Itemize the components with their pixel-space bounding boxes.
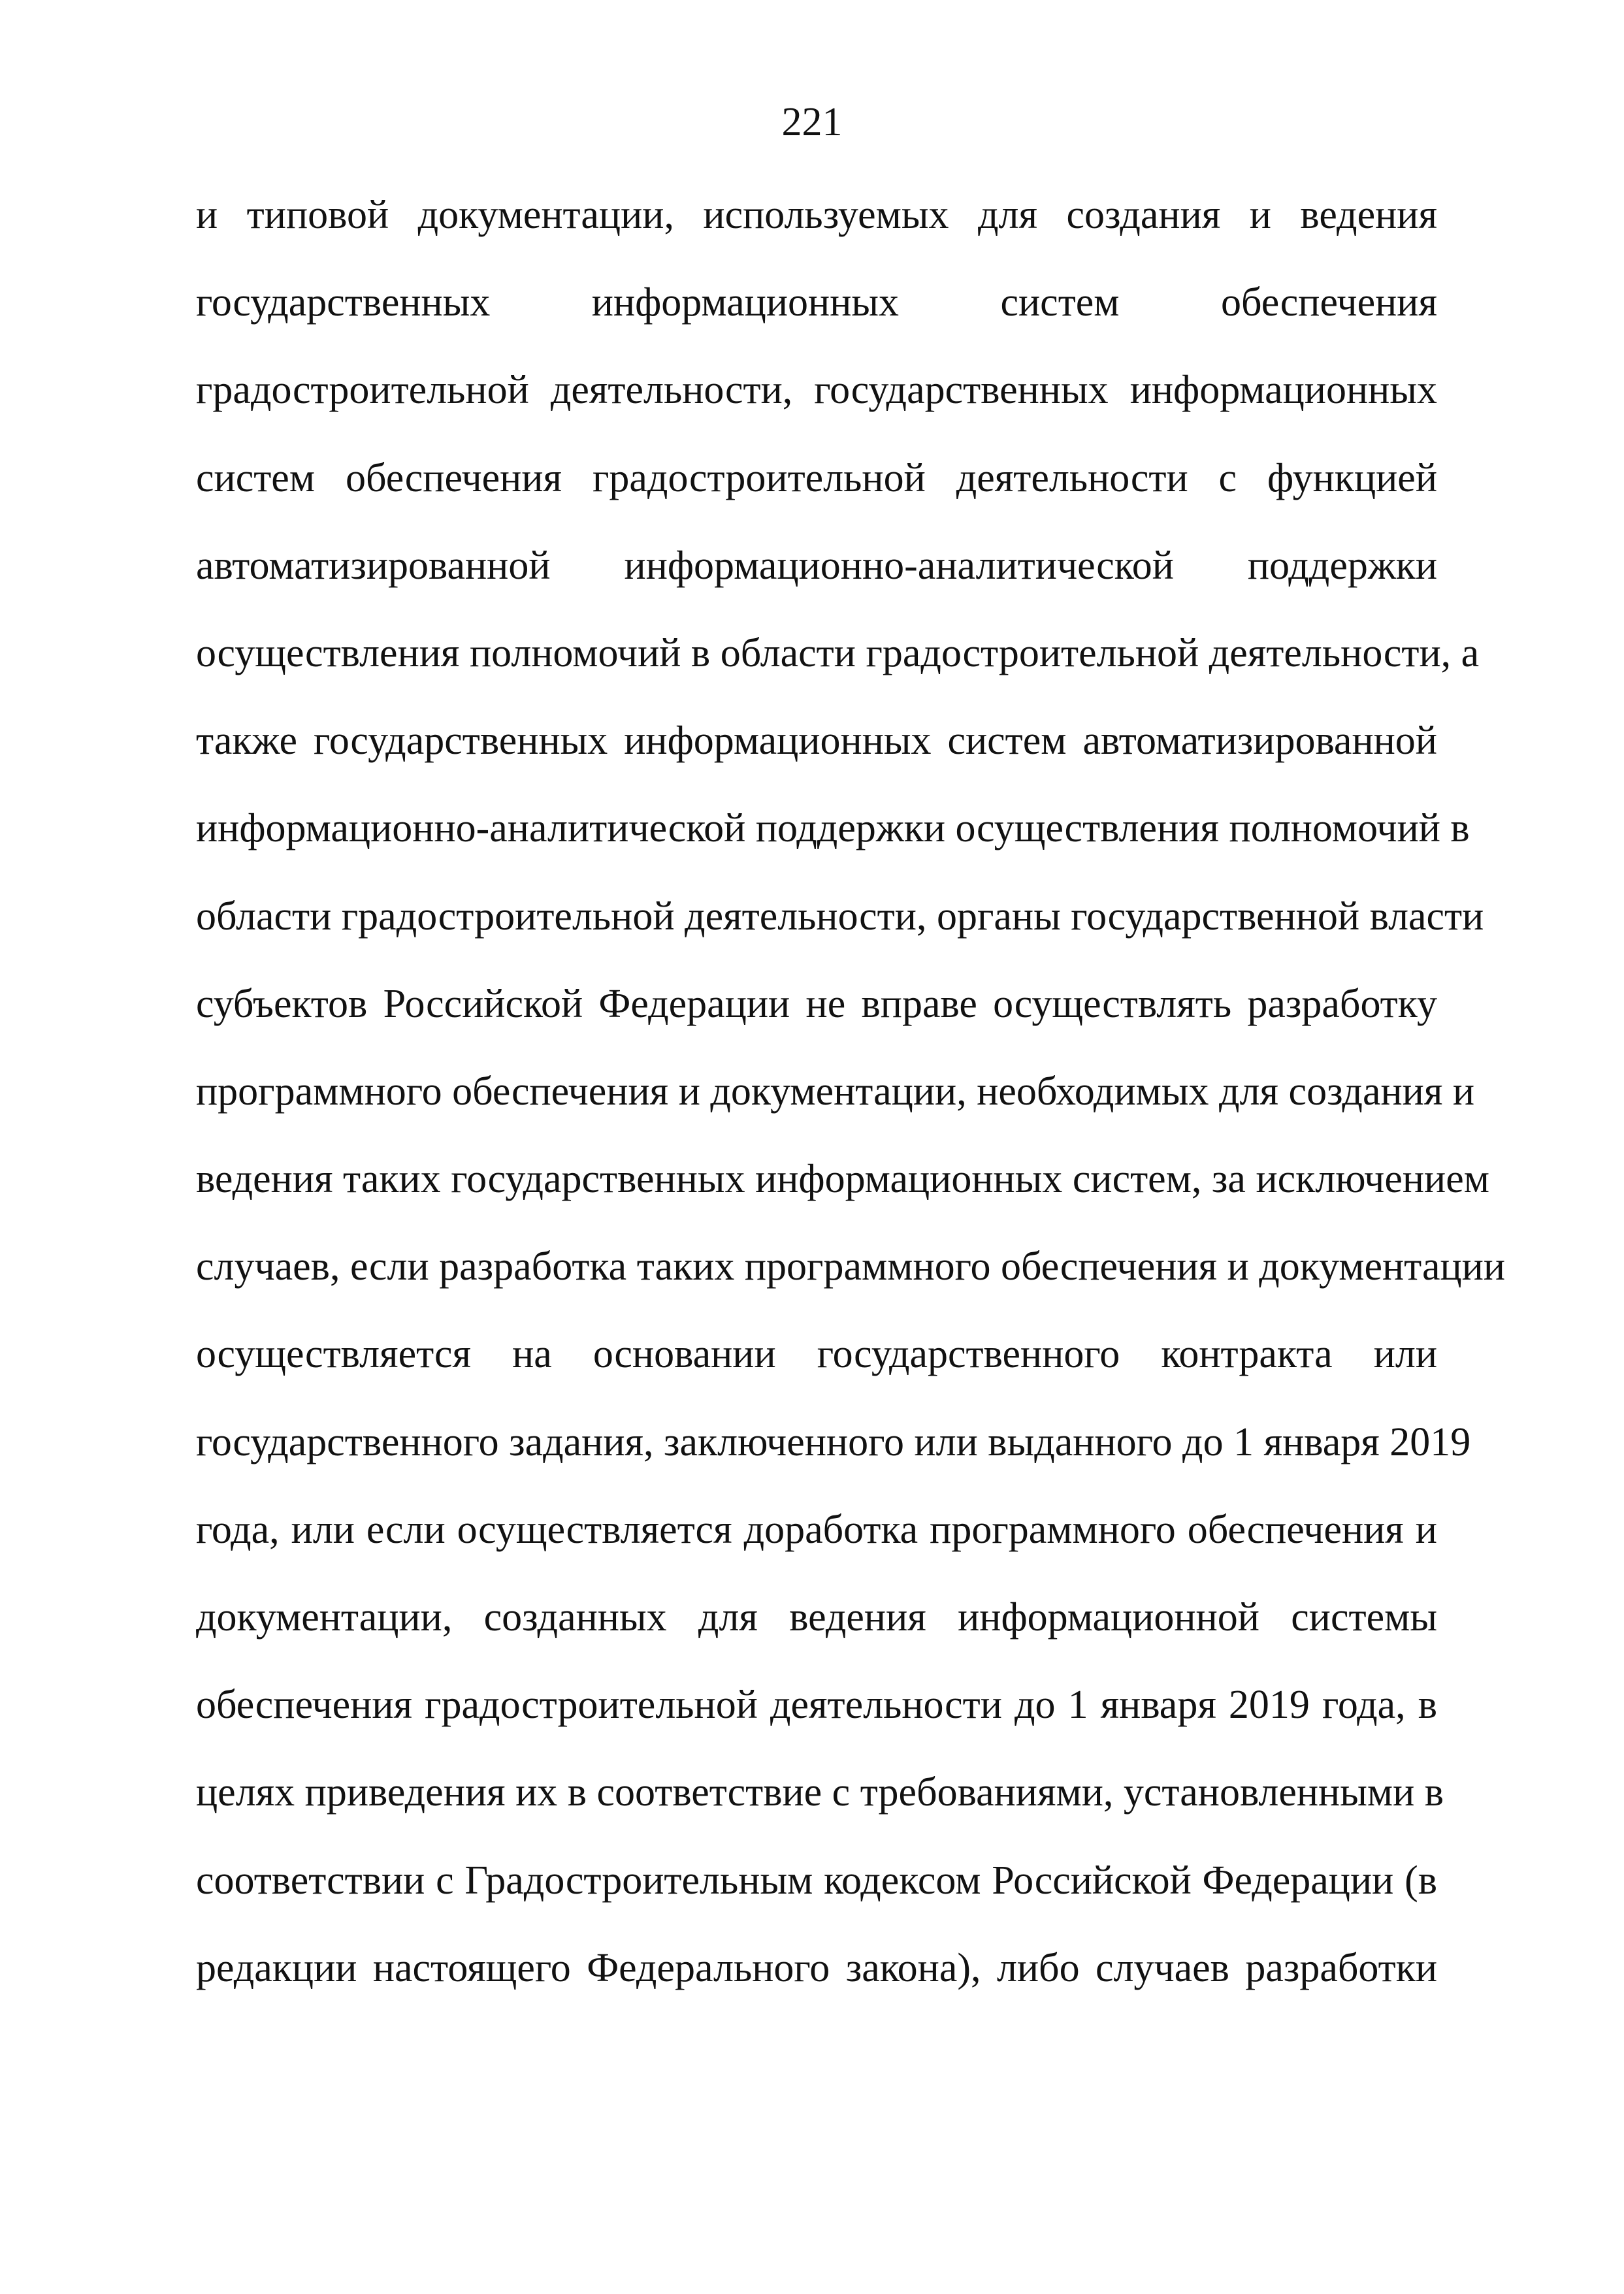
text-line: ведения таких государственных информационных систем, за исключением: [196, 1157, 1489, 1202]
text-line: осуществляется на основании государственного контракта или: [196, 1332, 1437, 1377]
text-line: случаев, если разработка таких программного обеспечения и документации: [196, 1244, 1506, 1289]
text-line: и типовой документации, используемых для создания и ведения: [196, 193, 1437, 237]
text-line: осуществления полномочий в области градостроительной деятельности, а: [196, 630, 1480, 675]
text-line: государственного задания, заключенного или выданного до 1 января 2019: [196, 1419, 1471, 1464]
text-line: градостроительной деятельности, государственных информационных: [196, 368, 1437, 413]
text-line: субъектов Российской Федерации не вправе осуществлять разработку: [196, 981, 1437, 1026]
text-line: редакции настоящего Федерального закона), либо случаев разработки: [196, 1945, 1437, 1990]
text-line: области градостроительной деятельности, органы государственной власти: [196, 894, 1484, 939]
text-line: программного обеспечения и документации, необходимых для создания и: [196, 1069, 1475, 1114]
page-number: 221: [781, 100, 843, 144]
text-line: соответствии с Градостроительным кодексом Российской Федерации (в: [196, 1858, 1437, 1903]
text-line: автоматизированной информационно-аналитической поддержки: [196, 543, 1437, 588]
text-line: также государственных информационных систем автоматизированной: [196, 719, 1437, 764]
text-line: информационно-аналитической поддержки осуществления полномочий в: [196, 806, 1470, 851]
text-line: обеспечения градостроительной деятельности до 1 января 2019 года, в: [196, 1683, 1437, 1728]
body-paragraph: [196, 171, 1506, 2012]
text-line: года, или если осуществляется доработка программного обеспечения и: [196, 1507, 1437, 1552]
text-line: целях приведения их в соответствие с требованиями, установленными в: [196, 1770, 1444, 1815]
text-line: документации, созданных для ведения информационной системы: [196, 1595, 1437, 1640]
text-line: систем обеспечения градостроительной деятельности с функцией: [196, 455, 1437, 500]
text-line: государственных информационных систем обеспечения: [196, 280, 1437, 325]
